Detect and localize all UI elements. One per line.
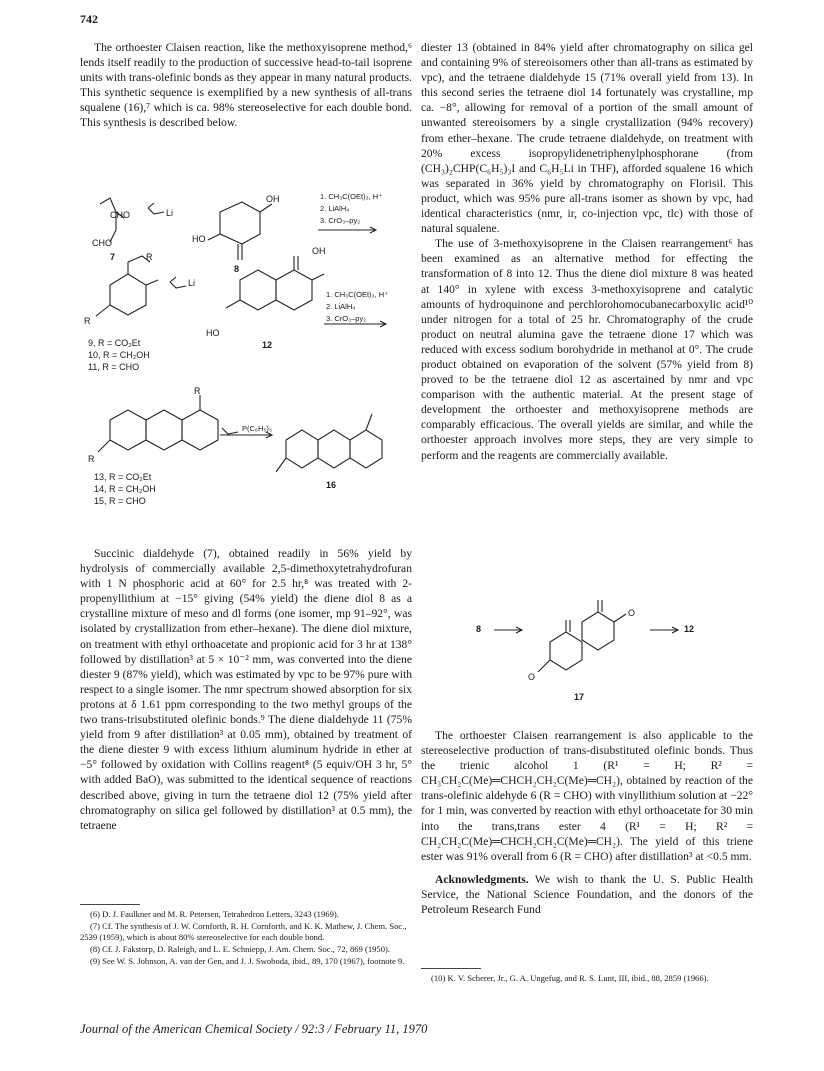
footnote-6: (6) D. J. Faulkner and M. R. Petersen, Tetrahedron Letters, 3243 (1969). xyxy=(90,909,339,919)
ho-label-12: HO xyxy=(206,328,220,338)
eq-12-label: 12 xyxy=(684,624,695,634)
synthesis-scheme xyxy=(80,190,415,530)
reagent-1c: 3. CrO₃–py₂ xyxy=(320,216,361,225)
compound-13-label: 13, R = CO₂Et xyxy=(94,472,152,482)
reagent-2b: 2. LiAlH₄ xyxy=(326,302,356,311)
dione-drawing xyxy=(470,592,730,712)
reagent-1b: 2. LiAlH₄ xyxy=(320,204,350,213)
ack-text: We wish to thank the U. S. Public Health Service, the National Science Foundation, and the donors of the Petroleum Research Fund xyxy=(421,872,753,917)
intro-paragraph: The orthoester Claisen reaction, like the methoxyisoprene method,⁶ lends itself readily to the production of successive head-to-tail isoprene units with trans-olefinic bonds as they appear in many natural products. This synthetic sequence is exemplified by a new synthesis of all-trans squalene (16),⁷ which is ca. 98% stereoselective for each double bond. This synthesis is described below. xyxy=(80,41,412,130)
reagent-1a: 1. CH₃C(OEt)₃, H⁺ xyxy=(320,192,383,201)
left-intro xyxy=(80,40,412,131)
cho-label-bottom: CHO xyxy=(92,238,112,248)
li-label-1: Li xyxy=(166,208,174,218)
methoxyisoprene-scheme xyxy=(470,592,730,712)
compound-17-label: 17 xyxy=(574,692,585,702)
eq-8-label: 8 xyxy=(476,624,482,634)
ho-label-1: HO xyxy=(192,234,206,244)
compound-12-label: 12 xyxy=(262,340,273,350)
oh-label-1: OH xyxy=(266,194,280,204)
compound-15-label: 15, R = CHO xyxy=(94,496,146,506)
footnote-rule-right xyxy=(421,968,481,969)
right-column-top xyxy=(421,40,753,463)
reagent-2c: 3. CrO₃–py₂ xyxy=(326,314,367,323)
ylide-label: P(C₆H₅)₃ xyxy=(242,424,272,433)
right-paragraph-3: The orthoester Claisen rearrangement is also applicable to the stereoselective production of trans-disubstituted olefinic bonds. Thus the trienic alcohol 1 (R¹ = H; R² = CH₃CH₂C(Me)═CHCH₂CH₂C(Me)═CH₂), obtained by reaction of the trans-olefinic aldehyde 6 (R = CHO) with vinyllithium solution at −22° for 1 min, was converted by reaction with ethyl orthoacetate for 30 min into the trans,trans ester 4 (R¹ = H; R² = CH₂CH₂C(Me)═CHCH₂CH₂C(Me)═CH₂). The yield of this triene ester was 91% overall from 6 (R = CHO) after distillation³ at <0.5 mm. xyxy=(421,729,753,863)
footnotes-right xyxy=(421,968,753,985)
footnote-7: (7) Cf. The synthesis of J. W. Cornforth, R. H. Cornforth, and K. K. Mathew, J. Chem. Soc., 2539 (1959), which is about 80% stereoselective for each double bond. xyxy=(80,921,407,942)
right-column-bottom xyxy=(421,728,753,917)
r-label-13-bottom: R xyxy=(88,454,95,464)
reagent-2a: 1. CH₃C(OEt)₃, H⁺ xyxy=(326,290,389,299)
right-paragraph-2: The use of 3-methoxyisoprene in the Claisen rearrangement⁶ has been examined as an alternative method for effecting the transformation of 8 into 12. Thus the diene diol mixture 8 was heated at 140° in xylene with excess 3-methoxyisoprene and catalytic amounts of hydroquinone and perchlorohomocubanecarboxylic acid¹⁰ under nitrogen for a total of 25 hr. Chromatography of the crude product on neutral alumina gave the tetraene dione 17 which was reduced with excess sodium borohydride in methanol at 0°. The crude product obtained on evaporation of the solvent (57% yield from 8) proved to be the tetraene diol 12 as ascertained by nmr and vpc comparison with the authentic material. At the present stage of development the orthoester and methoxyisoprene methods are comparably efficacious. The overall yields are similar, and while the orthoester approach involves more steps, they are very simple to perform and the reagents are commercially available. xyxy=(421,237,753,462)
li-label-2: Li xyxy=(188,278,196,288)
oh-label-12: OH xyxy=(312,246,326,256)
page-number: 742 xyxy=(80,12,98,26)
compound-7-label: 7 xyxy=(110,252,116,262)
right-paragraph-1: diester 13 (obtained in 84% yield after chromatography on silica gel and containing 9% of stereoisomers other than all-trans as estimated by vpc), and the tetraene dialdehyde 15 (71% overall yield from 13). In this second series the tetraene diol 14 fortunately was crystalline, mp ca. −8°, allowing for removal of a portion of the small amount of unwanted stereoisomers by a single crystallization (94% recovery) from ether–hexane. The crude tetraene dialdehyde, on treatment with 20% excess isopropylidenetriphenylphosphorane (from (CH₃)₂CHP(C₆H₅)₃I and C₆H₅Li in THF), afforded squalene 16 which was separated in 36% yield by chromatography on Florisil. This product, which was 95% pure all-trans isomer as shown by vpc, had identical characteristics (nmr, ir, co-injection vpc, tlc) with those of natural squalene. xyxy=(421,41,753,236)
compound-11-label: 11, R = CHO xyxy=(88,362,140,372)
left-body xyxy=(80,546,412,833)
r-label-9-top: R xyxy=(146,252,153,262)
compound-10-label: 10, R = CH₂OH xyxy=(88,350,150,360)
o-label-2: O xyxy=(528,672,536,682)
body-paragraph: Succinic dialdehyde (7), obtained readily in 56% yield by hydrolysis of commercially available 2,5-dimethoxytetrahydrofuran with 1 N phosphoric acid at 60° for 2.5 hr,⁸ was treated with 2-propenyllithium at −15° giving (54% yield) the diene diol 8 as a crystalline mixture of meso and dl forms (one isomer, mp 91–92°, was isolated by crystallization from ether–hexane). The diene diol mixture, on treatment with ethyl orthoacetate and propionic acid for 3 hr at 138° followed by distillation³ at 5 × 10⁻² mm, was converted into the diene diester 9 (87% yield), which was estimated by vpc to be 97% pure with respect to a single isomer. The nmr spectrum showed absorption for six protons at δ 1.61 ppm corresponding to the two methyl groups of the two trans-trisubstituted olefinic bonds.⁹ The diene dialdehyde 11 (75% yield from 9 after distillation³ at 0.05 mm), obtained by treatment of the diene diester 9 with excess lithium aluminum hydride in ether at −5° followed by oxidation with Collins reagent⁸ (5 equiv/OH 3 hr, 5° with added BaO), was submitted to the identical sequence of reactions described above, giving in turn the tetraene diol 12 (75% yield after chromatography on silica gel followed by distillation³ at 0.5 mm), the tetraene xyxy=(80,547,412,832)
compound-16-label: 16 xyxy=(326,480,337,490)
acknowledgments xyxy=(421,872,753,917)
compound-14-label: 14, R = CH₂OH xyxy=(94,484,156,494)
footnote-8: (8) Cf. J. Fakstorp, D. Raleigh, and L. E. Schniepp, J. Am. Chem. Soc., 72, 869 (1950). xyxy=(90,944,391,954)
footnotes-left xyxy=(80,904,412,968)
compound-9-label: 9, R = CO₂Et xyxy=(88,338,141,348)
compound-8-label: 8 xyxy=(234,264,240,274)
o-label-1: O xyxy=(628,608,636,618)
ack-heading: Acknowledgments. xyxy=(435,872,529,886)
footnote-10: (10) K. V. Scherer, Jr., G. A. Ungefug, and R. S. Lunt, III, ibid., 88, 2859 (1966). xyxy=(431,973,709,983)
journal-footer: Journal of the American Chemical Society / 92:3 / February 11, 1970 xyxy=(80,1022,428,1036)
cho-label-top: CHO xyxy=(110,210,130,220)
r-label-13-top: R xyxy=(194,386,201,396)
footnote-9: (9) See W. S. Johnson, A. van der Gen, and J. J. Swoboda, ibid., 89, 170 (1967), footnote 9. xyxy=(90,956,405,966)
footnote-rule xyxy=(80,904,140,905)
r-label-9-bottom: R xyxy=(84,316,91,326)
